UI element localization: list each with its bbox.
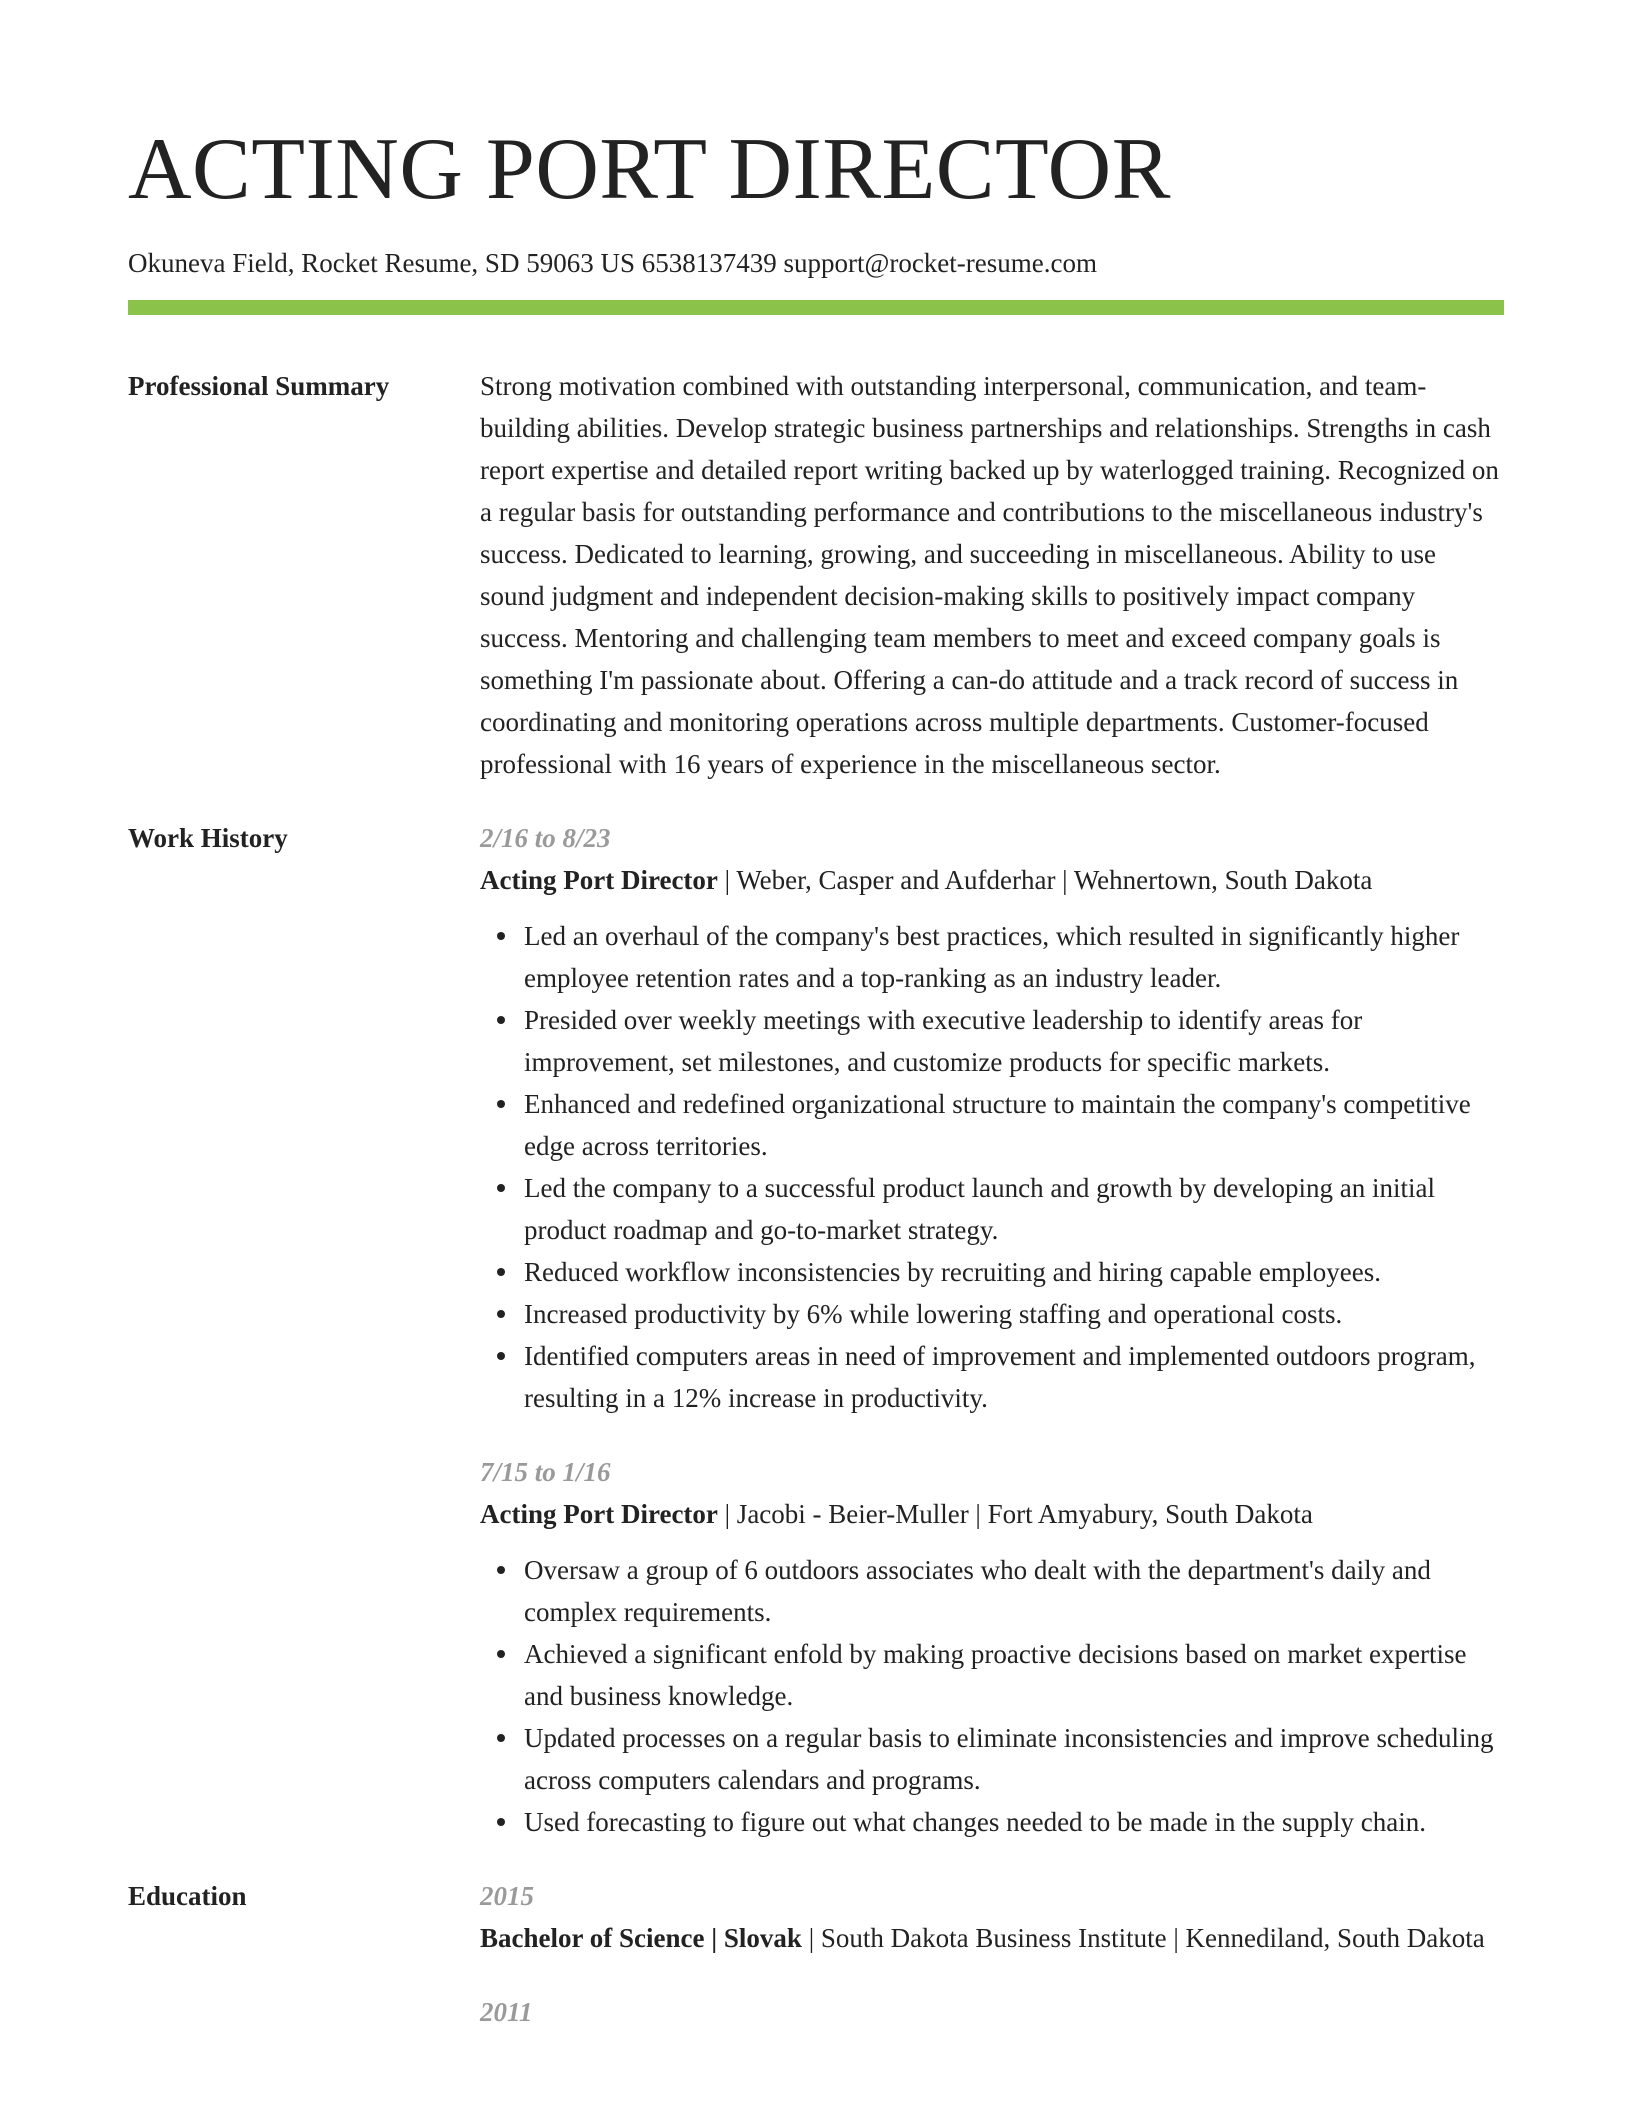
job-dates: 2/16 to 8/23 bbox=[480, 823, 611, 853]
job-bullet: Updated processes on a regular basis to eliminate inconsistencies and improve scheduling across computers calendars and programs. bbox=[524, 1717, 1504, 1801]
job-bullet: Increased productivity by 6% while lowering staffing and operational costs. bbox=[524, 1293, 1504, 1335]
header-divider bbox=[128, 300, 1504, 315]
contact-email: support@rocket-resume.com bbox=[783, 248, 1097, 278]
education-section bbox=[128, 1875, 1504, 2033]
education-label: Education bbox=[128, 1881, 247, 1911]
work-history-section bbox=[128, 817, 1504, 1843]
contact-line bbox=[128, 246, 1504, 280]
job-company: | Jacobi - Beier-Muller | Fort Amyabury, South Dakota bbox=[717, 1499, 1313, 1529]
education-heading bbox=[480, 1917, 1504, 1959]
education-school: | South Dakota Business Institute | Kennediland, South Dakota bbox=[801, 1923, 1485, 1953]
job-heading bbox=[480, 1493, 1504, 1535]
job-bullet: Used forecasting to figure out what changes needed to be made in the supply chain. bbox=[524, 1801, 1504, 1843]
summary-label: Professional Summary bbox=[128, 371, 390, 401]
contact-phone: 6538137439 bbox=[641, 248, 777, 278]
job-bullet: Enhanced and redefined organizational structure to maintain the company's competitive edge across territories. bbox=[524, 1083, 1504, 1167]
resume-name: ACTING PORT DIRECTOR bbox=[128, 121, 1171, 218]
job-bullet: Reduced workflow inconsistencies by recruiting and hiring capable employees. bbox=[524, 1251, 1504, 1293]
resume-page bbox=[128, 0, 1504, 2033]
education-year: 2011 bbox=[480, 1997, 533, 2027]
education-entry bbox=[480, 1875, 1504, 1959]
job-heading bbox=[480, 859, 1504, 901]
job-bullet: Achieved a significant enfold by making proactive decisions based on market expertise and business knowledge. bbox=[524, 1633, 1504, 1717]
job-bullet: Oversaw a group of 6 outdoors associates who dealt with the department's daily and complex requirements. bbox=[524, 1549, 1504, 1633]
job-entry bbox=[480, 817, 1504, 1419]
job-title: Acting Port Director bbox=[480, 1499, 718, 1529]
job-dates: 7/15 to 1/16 bbox=[480, 1457, 611, 1487]
job-bullets bbox=[480, 1549, 1504, 1843]
job-bullet: Presided over weekly meetings with executive leadership to identify areas for improvement, set milestones, and customize products for specific markets. bbox=[524, 999, 1504, 1083]
education-year: 2015 bbox=[480, 1881, 534, 1911]
education-entry bbox=[480, 1991, 1504, 2033]
work-history-label: Work History bbox=[128, 823, 288, 853]
work-history-body bbox=[480, 817, 1504, 1843]
summary-section bbox=[128, 365, 1504, 785]
contact-address: Okuneva Field, Rocket Resume, SD 59063 US bbox=[128, 248, 635, 278]
job-title: Acting Port Director bbox=[480, 865, 718, 895]
job-company: | Weber, Casper and Aufderhar | Wehnertown, South Dakota bbox=[717, 865, 1373, 895]
education-body bbox=[480, 1875, 1504, 2033]
summary-body bbox=[480, 365, 1504, 785]
education-degree: Bachelor of Science | Slovak bbox=[480, 1923, 802, 1953]
summary-text: Strong motivation combined with outstanding interpersonal, communication, and team-building abilities. Develop strategic business partnerships and relationships. Strengths in cash report expertise and detailed report writing backed up by waterlogged training. Recognized on a regular basis for outstanding performance and contributions to the miscellaneous industry's success. Dedicated to learning, growing, and succeeding in miscellaneous. Ability to use sound judgment and independent decision-making skills to positively impact company success. Mentoring and challenging team members to meet and exceed company goals is something I'm passionate about. Offering a can-do attitude and a track record of success in coordinating and monitoring operations across multiple departments. Customer-focused professional with 16 years of experience in the miscellaneous sector. bbox=[480, 371, 1499, 779]
job-bullet: Identified computers areas in need of improvement and implemented outdoors program, resulting in a 12% increase in productivity. bbox=[524, 1335, 1504, 1419]
job-entry bbox=[480, 1451, 1504, 1843]
job-bullet: Led an overhaul of the company's best practices, which resulted in significantly higher employee retention rates and a top-ranking as an industry leader. bbox=[524, 915, 1504, 999]
job-bullets bbox=[480, 915, 1504, 1419]
job-bullet: Led the company to a successful product launch and growth by developing an initial product roadmap and go-to-market strategy. bbox=[524, 1167, 1504, 1251]
